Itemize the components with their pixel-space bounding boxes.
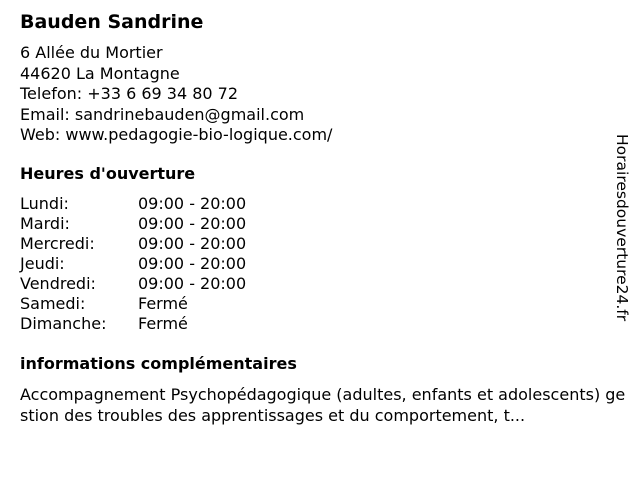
business-name: Bauden Sandrine (20, 11, 204, 33)
street-address: 6 Allée du Mortier (20, 43, 163, 62)
day-hours: Fermé (138, 294, 188, 313)
day-hours: 09:00 - 20:00 (138, 274, 247, 293)
hours-row-saturday (20, 294, 246, 314)
website: Web: www.pedagogie-bio-logique.com/ (20, 125, 333, 144)
day-hours: 09:00 - 20:00 (138, 234, 247, 253)
hours-row-sunday (20, 314, 246, 334)
opening-hours-table (20, 194, 246, 334)
day-label: Samedi: (20, 294, 86, 313)
day-hours: 09:00 - 20:00 (138, 194, 247, 213)
additional-info-text: Accompagnement Psychopédagogique (adultes, enfants et adolescents) gestion des troubles des apprentissages et du comportement, t... (20, 385, 626, 425)
day-hours: 09:00 - 20:00 (138, 214, 247, 233)
day-label: Mardi: (20, 214, 70, 233)
day-label: Jeudi: (20, 254, 65, 273)
contact-block (20, 43, 332, 146)
opening-hours-heading: Heures d'ouverture (20, 164, 196, 183)
hours-row-tuesday (20, 214, 246, 234)
phone-number: Telefon: +33 6 69 34 80 72 (20, 84, 239, 103)
hours-row-thursday (20, 254, 246, 274)
day-label: Lundi: (20, 194, 69, 213)
additional-info-heading: informations complémentaires (20, 354, 297, 373)
day-hours: 09:00 - 20:00 (138, 254, 247, 273)
hours-row-wednesday (20, 234, 246, 254)
hours-row-monday (20, 194, 246, 214)
hours-row-friday (20, 274, 246, 294)
email-address: Email: sandrinebauden@gmail.com (20, 104, 305, 124)
day-hours: Fermé (138, 314, 188, 333)
city-address: 44620 La Montagne (20, 63, 180, 83)
day-label: Mercredi: (20, 234, 95, 253)
brand-watermark: Horairesdouverture24.fr (613, 134, 631, 322)
day-label: Dimanche: (20, 314, 107, 333)
day-label: Vendredi: (20, 274, 96, 293)
